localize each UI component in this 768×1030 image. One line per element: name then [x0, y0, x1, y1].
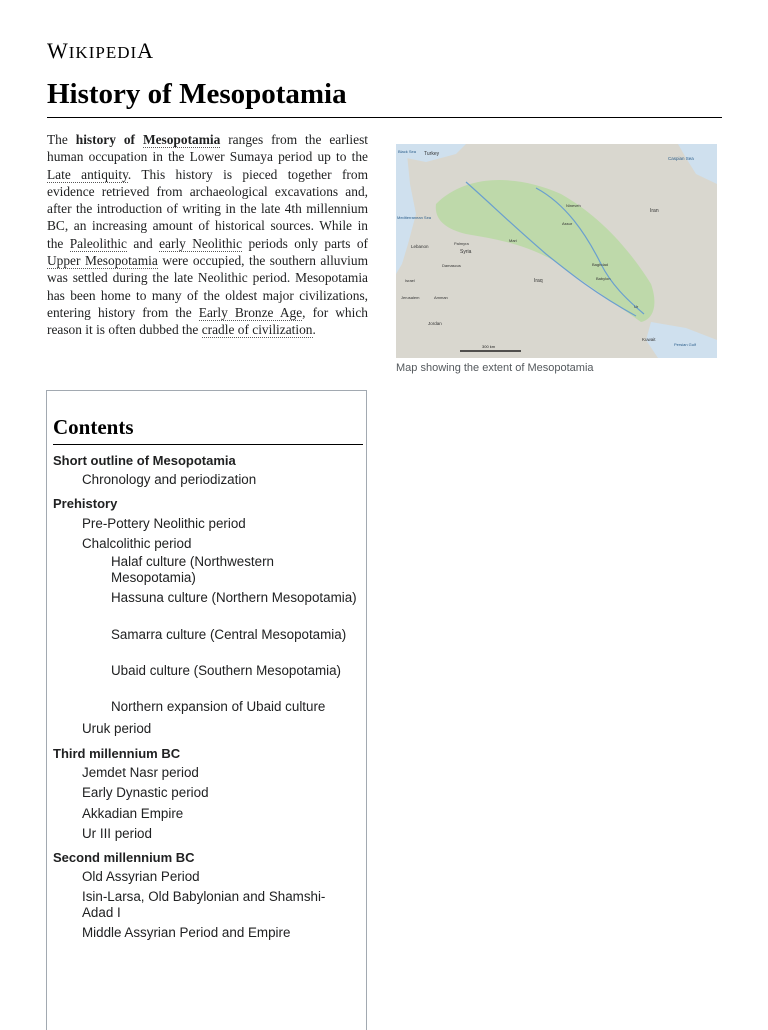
label-nineveh: Nineveh	[566, 203, 581, 208]
wordmark-final: A	[137, 38, 155, 63]
label-scale: 300 km	[482, 344, 496, 349]
label-ur: Ur	[634, 304, 639, 309]
link-paleolithic[interactable]: Paleolithic	[69, 235, 128, 251]
label-lebanon: Lebanon	[411, 244, 429, 249]
link-mesopotamia[interactable]: Mesopotamia	[142, 132, 221, 147]
label-caspian: Caspian Sea	[668, 156, 694, 161]
lead-text: , for which reason it is often dubbed the	[47, 304, 368, 338]
toc-item-second-millennium[interactable]: Second millennium BC	[53, 850, 195, 865]
toc-item-ur-iii[interactable]: Ur III period	[82, 826, 152, 841]
toc-item-short-outline[interactable]: Short outline of Mesopotamia	[53, 453, 236, 468]
label-syria: Syria	[460, 249, 472, 255]
toc-item-akkadian[interactable]: Akkadian Empire	[82, 806, 184, 821]
wikipedia-wordmark[interactable]	[47, 38, 154, 64]
toc-item-prehistory[interactable]: Prehistory	[53, 496, 118, 511]
link-cradle-of-civilization[interactable]: cradle of civilization	[201, 322, 313, 338]
label-babylon: Babylon	[596, 276, 611, 281]
link-early-neolithic[interactable]: early Neolithic	[159, 235, 243, 251]
lead-text: periods only parts of	[242, 235, 368, 251]
label-jerusalem: Jerusalem	[401, 295, 420, 300]
table-of-contents	[46, 390, 367, 1030]
toc-item-middle-assyrian[interactable]: Middle Assyrian Period and Empire	[82, 925, 291, 940]
label-amman: Amman	[434, 295, 448, 300]
toc-item-northern-ubaid[interactable]: Northern expansion of Ubaid culture	[111, 699, 326, 714]
toc-item-early-dynastic[interactable]: Early Dynastic period	[82, 785, 209, 800]
label-kuwait: Kuwait	[642, 337, 656, 342]
lead-text: and	[127, 235, 160, 251]
label-palmyra: Palmyra	[454, 241, 469, 246]
map-caption: Map showing the extent of Mesopotamia	[396, 362, 594, 374]
toc-item-uruk[interactable]: Uruk period	[82, 721, 152, 736]
wordmark-smallcaps: IKIPEDI	[68, 43, 138, 62]
lead-text: . This history is pieced together from evidence retrieved from archaeological excavations and, after the introduction of writing in the late 4th millennium BC, an increasing amount of historical sources. While in the	[47, 166, 368, 251]
lead-bold-text: history of	[75, 132, 143, 147]
toc-item-chalcolithic[interactable]: Chalcolithic period	[82, 536, 192, 551]
wordmark-initial: W	[47, 38, 69, 63]
link-late-antiquity[interactable]: Late antiquity	[47, 166, 128, 182]
toc-item-ubaid[interactable]: Ubaid culture (Southern Mesopotamia)	[111, 663, 341, 678]
toc-title: Contents	[53, 415, 134, 439]
label-damascus: Damascus	[442, 263, 461, 268]
label-assur: Assur	[562, 221, 573, 226]
toc-item-halaf[interactable]: Halaf culture (Northwestern Mesopotamia)	[111, 554, 274, 586]
label-persian-gulf: Persian Gulf	[674, 342, 697, 347]
label-jordan: Jordan	[428, 321, 442, 326]
toc-item-pre-pottery-neolithic[interactable]: Pre-Pottery Neolithic period	[82, 516, 246, 531]
toc-item-old-assyrian[interactable]: Old Assyrian Period	[82, 869, 200, 884]
lead-text: The	[47, 132, 76, 147]
toc-item-isin-larsa[interactable]: Isin-Larsa, Old Babylonian and Shamshi-Adad I	[82, 889, 326, 921]
link-early-bronze-age[interactable]: Early Bronze Age	[198, 304, 303, 320]
label-turkey: Turkey	[424, 151, 440, 157]
toc-item-chronology[interactable]: Chronology and periodization	[82, 472, 257, 487]
lead-paragraph	[47, 131, 368, 339]
toc-item-jemdet-nasr[interactable]: Jemdet Nasr period	[82, 765, 199, 780]
lead-text: .	[312, 322, 316, 338]
map-figure	[396, 144, 717, 374]
title-divider	[47, 117, 722, 118]
label-iraq: Iraq	[534, 278, 543, 284]
label-black-sea: Black Sea	[398, 149, 417, 154]
label-mediterranean: Mediterranean Sea	[397, 215, 432, 220]
page-title: History of Mesopotamia	[47, 78, 347, 110]
lead-text: were occupied, the southern alluvium was settled during the late Neolithic period. Mesopotamia has been home to many of the oldest major civilizations, entering history from the	[47, 253, 369, 320]
toc-item-samarra[interactable]: Samarra culture (Central Mesopotamia)	[111, 627, 347, 642]
mesopotamia-map[interactable]	[396, 144, 717, 358]
toc-divider	[53, 444, 363, 445]
label-israel: Israel	[405, 278, 415, 283]
link-upper-mesopotamia[interactable]: Upper Mesopotamia	[47, 253, 158, 269]
label-mari: Mari	[509, 238, 517, 243]
toc-item-third-millennium[interactable]: Third millennium BC	[53, 746, 181, 761]
lead-text: ranges from the earliest human occupation in the Lower Sumaya period up to the	[47, 132, 368, 165]
toc-item-hassuna[interactable]: Hassuna culture (Northern Mesopotamia)	[111, 590, 357, 605]
label-baghdad: Baghdad	[592, 262, 609, 267]
label-iran: Iran	[650, 208, 659, 214]
